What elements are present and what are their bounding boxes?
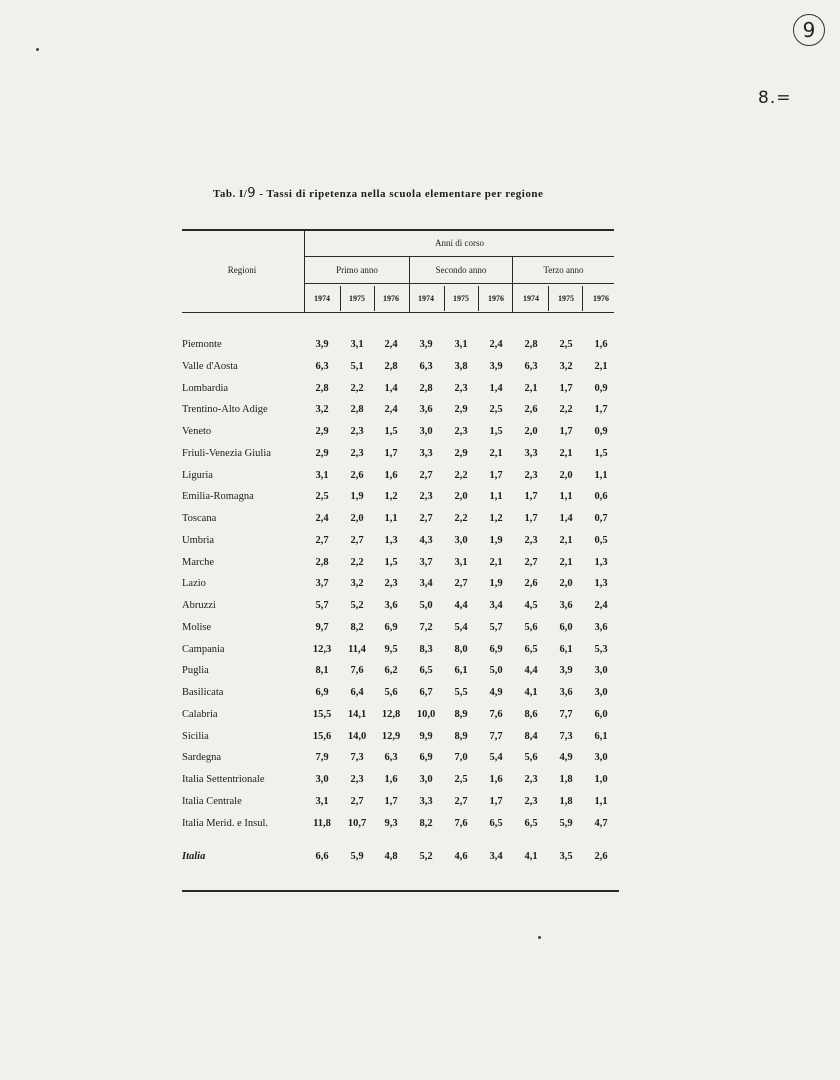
table-cell: 2,9 [454,404,468,416]
table-cell: 5,7 [315,600,329,611]
table-cell: 7,3 [559,730,573,742]
year-header: 1976 [488,294,504,303]
table-cell: 15,5 [312,708,332,720]
table-cell: 1,7 [559,382,573,394]
table-cell: 1,4 [384,382,398,394]
table-cell: 2,1 [559,534,573,546]
table-cell: 5,7 [489,621,503,633]
table-cell: 3,6 [559,687,573,698]
table-cell: 3,0 [594,752,608,764]
table-cell: 10,0 [416,708,436,720]
years-rule [305,283,614,284]
table-cell: 2,8 [419,382,433,394]
table-cell: 3,0 [315,774,329,785]
table-cell: 7,7 [489,730,503,742]
row-label: Calabria [182,708,218,720]
table-cell: 2,1 [489,556,503,568]
group-header: Anni di corso [435,238,484,248]
year-header: 1974 [314,294,330,303]
table-cell: 2,8 [384,360,398,372]
total-cell: 2,6 [594,851,608,862]
table-cell: 7,7 [559,708,573,720]
table-cell: 2,5 [454,774,468,785]
row-label: Marche [182,556,215,568]
table-cell: 3,6 [419,404,433,416]
table-cell: 6,9 [419,752,433,764]
row-label: Veneto [182,426,212,437]
table-cell: 1,9 [350,491,364,503]
row-label: Italia Settentrionale [182,774,265,785]
table-cell: 4,9 [559,752,573,764]
year-header: 1976 [593,294,609,303]
table-cell: 3,0 [594,687,608,698]
table-cell: 1,3 [384,534,398,546]
table-cell: 3,9 [489,360,503,372]
table-cell: 2,7 [454,578,468,590]
table-cell: 6,5 [524,643,538,655]
table-cell: 6,1 [559,643,573,655]
table-cell: 1,0 [594,774,608,785]
table-cell: 8,4 [524,730,538,742]
table-cell: 3,1 [454,339,468,350]
table-cell: 3,1 [454,556,468,568]
table-cell: 6,3 [419,360,433,372]
row-label: Piemonte [182,339,222,350]
table-cell: 2,2 [350,556,364,568]
title-number: 9 [247,186,257,201]
table-cell: 7,6 [350,665,364,677]
total-cell: 3,5 [559,851,573,862]
table-cell: 8,6 [524,708,538,720]
table-cell: 2,6 [524,404,538,416]
row-label: Sardegna [182,752,222,764]
table-cell: 1,8 [559,774,573,785]
table-cell: 3,6 [594,621,608,633]
table-cell: 3,4 [419,578,433,590]
table-title [213,186,543,201]
table-cell: 2,6 [350,469,364,481]
total-cell: 6,6 [315,851,329,862]
table-cell: 6,7 [419,687,433,698]
table-cell: 1,4 [489,382,503,394]
scan-speck [36,48,39,51]
table-cell: 1,6 [594,339,608,350]
row-label: Valle d'Aosta [182,360,238,372]
table-cell: 6,1 [594,730,608,742]
table-cell: 2,3 [350,447,364,459]
table-cell: 9,9 [419,730,433,742]
table-cell: 14,0 [347,730,367,742]
circled-page-number: 9 [793,14,825,46]
table-cell: 11,4 [348,643,366,655]
table-cell: 1,7 [594,404,608,416]
table-cell: 2,3 [524,774,538,785]
table-cell: 2,0 [524,426,538,437]
row-label: Lombardia [182,382,229,394]
table-cell: 5,4 [489,752,503,764]
table-cell: 3,0 [454,534,468,546]
table-cell: 1,9 [489,578,503,590]
table-cell: 2,4 [384,339,398,350]
table-cell: 1,2 [384,491,398,503]
table-cell: 5,5 [454,687,468,698]
table-cell: 8,3 [419,643,433,655]
table-cell: 5,0 [419,600,433,611]
table-cell: 2,3 [350,774,364,785]
table-cell: 1,7 [559,426,573,437]
table-cell: 3,7 [419,556,433,568]
table-cell: 1,6 [384,774,398,785]
table-cell: 15,6 [312,730,332,742]
table-cell: 6,0 [559,621,573,633]
table-cell: 3,4 [489,600,503,611]
table-cell: 6,0 [594,708,608,720]
table-cell: 3,7 [315,578,329,590]
page-number: 8.= [758,88,792,108]
table-cell: 2,9 [454,447,468,459]
table-cell: 5,4 [454,621,468,633]
table-cell: 1,7 [489,795,503,807]
total-cell: 4,8 [384,851,398,862]
total-cell: 4,6 [454,851,468,862]
table-cell: 2,0 [559,578,573,590]
table-cell: 1,7 [489,469,503,481]
table-cell: 7,2 [419,621,433,633]
table-cell: 1,3 [594,578,608,590]
table-cell: 4,4 [524,665,538,677]
year-header: 1974 [418,294,434,303]
table-cell: 0,7 [594,513,608,524]
table-cell: 1,5 [594,447,608,459]
table-cell: 3,0 [419,774,433,785]
row-label: Puglia [182,665,209,677]
table-cell: 2,3 [419,491,433,503]
total-cell: 5,9 [350,851,364,862]
table-cell: 7,6 [489,708,503,720]
table-cell: 2,3 [524,795,538,807]
table-cell: 3,6 [559,600,573,611]
table-cell: 0,9 [594,382,608,394]
table-cell: 1,2 [489,513,503,524]
table-cell: 1,5 [384,426,398,437]
total-cell: 5,2 [419,851,433,862]
table-cell: 2,7 [524,556,538,568]
table-cell: 5,6 [524,752,538,764]
table-cell: 1,7 [384,795,398,807]
table-cell: 7,6 [454,817,468,829]
table-cell: 12,8 [381,708,401,720]
row-header: Regioni [227,265,257,275]
table-cell: 2,2 [454,513,468,524]
year-group-header: Primo anno [336,265,378,275]
table-cell: 2,4 [315,513,329,524]
table-cell: 2,7 [419,513,433,524]
table-cell: 3,6 [384,600,398,611]
table-cell: 1,4 [559,513,573,524]
table-cell: 1,9 [489,534,503,546]
table-top-rule [182,229,614,231]
table-cell: 9,3 [384,817,398,829]
table-cell: 3,9 [419,339,433,350]
row-label: Sicilia [182,730,209,742]
table-cell: 3,2 [315,404,329,416]
table-cell: 6,9 [384,621,398,633]
table-cell: 2,3 [384,578,398,590]
table-cell: 1,5 [384,556,398,568]
table-cell: 1,7 [524,491,538,503]
table-cell: 2,0 [350,513,364,524]
row-label: Molise [182,621,212,633]
table-cell: 2,1 [524,382,538,394]
year-group-header: Secondo anno [435,265,487,275]
row-label: Umbria [182,534,215,546]
table-cell: 2,9 [315,447,329,459]
table-cell: 5,2 [350,600,364,611]
total-cell: 3,4 [489,851,503,862]
table-cell: 5,3 [594,643,608,655]
table-cell: 12,3 [312,643,332,655]
table-cell: 2,4 [489,339,503,350]
table-cell: 6,3 [384,752,398,764]
table-cell: 6,5 [489,817,503,829]
table-cell: 1,1 [594,795,608,807]
table-cell: 1,8 [559,795,573,807]
header-bottom-rule [182,312,614,313]
table-cell: 3,1 [315,469,329,481]
row-label: Trentino-Alto Adige [182,404,268,416]
table-cell: 2,3 [524,534,538,546]
table-cell: 6,1 [454,665,468,677]
table-cell: 2,3 [350,426,364,437]
table-cell: 2,1 [559,447,573,459]
table-cell: 5,6 [524,621,538,633]
year-header: 1976 [383,294,399,303]
table-cell: 2,7 [315,534,329,546]
title-text: - Tassi di ripetenza nella scuola elementare per regione [259,188,544,200]
table-cell: 6,3 [315,360,329,372]
table-cell: 2,8 [524,339,538,350]
table-cell: 3,9 [559,665,573,677]
table-cell: 6,5 [419,665,433,677]
row-label: Emilia-Romagna [182,491,254,503]
table-cell: 2,9 [315,426,329,437]
group-header-rule [305,256,614,257]
table-cell: 0,6 [594,491,608,503]
year-group-header: Terzo anno [543,265,584,275]
row-label: Italia Merid. e Insul. [182,817,269,829]
year-header: 1974 [523,294,539,303]
table-cell: 2,2 [350,382,364,394]
table-cell: 3,9 [315,339,329,350]
row-label: Abruzzi [182,600,216,611]
table-cell: 7,9 [315,752,329,764]
table-cell: 3,0 [594,665,608,677]
table-cell: 3,8 [454,360,468,372]
table-cell: 2,2 [559,404,573,416]
table-cell: 8,9 [454,708,468,720]
table-cell: 2,4 [594,600,608,611]
table-cell: 4,7 [594,817,608,829]
table-cell: 1,1 [559,491,573,503]
row-label: Lazio [182,578,206,590]
table-cell: 3,1 [315,795,329,807]
table-cell: 2,5 [315,491,329,503]
table-cell: 4,3 [419,534,433,546]
table-cell: 3,2 [559,360,573,372]
table-cell: 1,3 [594,556,608,568]
table-cell: 6,9 [489,643,503,655]
row-label: Basilicata [182,687,224,698]
table-cell: 2,8 [315,382,329,394]
table-cell: 5,6 [384,687,398,698]
table-cell: 2,1 [559,556,573,568]
table-cell: 8,1 [315,665,329,677]
table-cell: 8,2 [419,817,433,829]
table-cell: 8,0 [454,643,468,655]
row-label: Friuli-Venezia Giulia [182,447,271,459]
table-cell: 2,7 [454,795,468,807]
table-cell: 4,1 [524,687,538,698]
table-cell: 2,0 [454,491,468,503]
table-cell: 0,9 [594,426,608,437]
table-cell: 1,1 [594,469,608,481]
row-label: Italia Centrale [182,795,242,807]
table-cell: 2,7 [350,795,364,807]
table-cell: 3,3 [419,795,433,807]
table-cell: 7,3 [350,752,364,764]
table-cell: 8,2 [350,621,364,633]
table-cell: 11,8 [313,817,331,829]
table-cell: 9,7 [315,621,329,633]
table-cell: 5,0 [489,665,503,677]
table-cell: 7,0 [454,752,468,764]
table-cell: 2,1 [489,447,503,459]
table-cell: 4,4 [454,600,468,611]
table-cell: 1,6 [489,774,503,785]
table-cell: 1,1 [489,491,503,503]
table-cell: 3,3 [419,447,433,459]
table-cell: 1,7 [384,447,398,459]
table-cell: 2,4 [384,404,398,416]
title-prefix: Tab. I/ [213,188,248,200]
table-cell: 12,9 [381,730,401,742]
table-cell: 1,5 [489,426,503,437]
table-cell: 2,1 [594,360,608,372]
table-cell: 3,0 [419,426,433,437]
year-header: 1975 [453,294,469,303]
total-cell: 4,1 [524,851,538,862]
table-cell: 4,5 [524,600,538,611]
year-header: 1975 [558,294,574,303]
table-cell: 2,7 [350,534,364,546]
row-label: Toscana [182,513,217,524]
table-cell: 8,9 [454,730,468,742]
table-bottom-rule [182,890,619,892]
table-cell: 2,5 [489,404,503,416]
table-cell: 6,5 [524,817,538,829]
table-cell: 2,3 [524,469,538,481]
row-label: Liguria [182,469,213,481]
table-cell: 2,2 [454,469,468,481]
table-cell: 2,8 [315,556,329,568]
table-cell: 1,6 [384,469,398,481]
scan-speck [538,936,541,939]
table-cell: 2,8 [350,404,364,416]
table-cell: 6,9 [315,687,329,698]
table-cell: 10,7 [347,817,367,829]
table-cell: 3,3 [524,447,538,459]
table-cell: 2,0 [559,469,573,481]
table-cell: 6,3 [524,360,538,372]
year-header: 1975 [349,294,365,303]
table-cell: 3,2 [350,578,364,590]
total-row-label: Italia [182,851,206,862]
table-cell: 2,3 [454,426,468,437]
table-cell: 5,1 [350,360,364,372]
table-cell: 1,7 [524,513,538,524]
table-cell: 6,4 [350,687,364,698]
table-cell: 9,5 [384,643,398,655]
table-cell: 1,1 [384,513,398,524]
table-cell: 14,1 [347,708,367,720]
table-cell: 2,6 [524,578,538,590]
table-cell: 2,3 [454,382,468,394]
table-cell: 3,1 [350,339,364,350]
table-cell: 4,9 [489,687,503,698]
table-cell: 5,9 [559,817,573,829]
table-cell: 6,2 [384,665,398,677]
table-cell: 2,5 [559,339,573,350]
table-cell: 2,7 [419,469,433,481]
table-cell: 0,5 [594,534,608,546]
row-label: Campania [182,643,225,655]
